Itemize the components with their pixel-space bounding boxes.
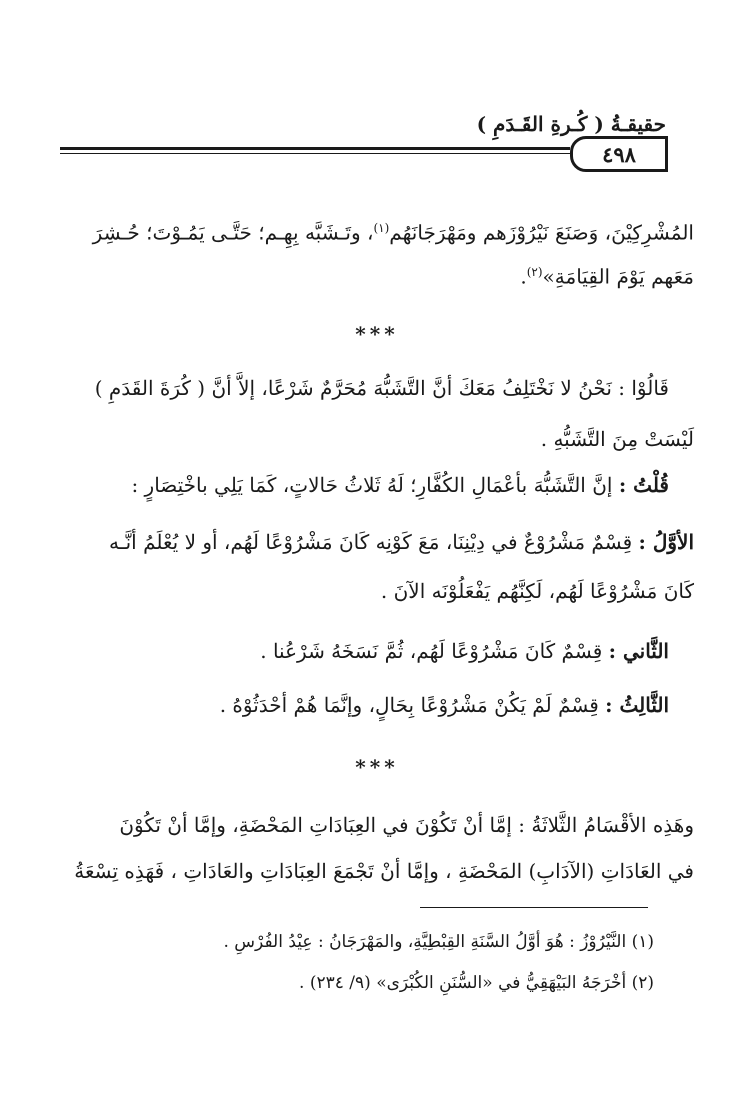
text-line-11: في العَادَاتِ (الآدَابِ) المَحْضَةِ ، وإمَّا أنْ تَجْمَعَ العِبَادَاتِ والعَادَاتِ ، فَهَذِه تِسْعَةُ bbox=[74, 859, 694, 883]
footnote-rule bbox=[420, 907, 648, 908]
section-separator: *** bbox=[355, 755, 399, 779]
text-line-3: قَالُوْا : نَحْنُ لا نَخْتَلِفُ مَعَكَ أنَّ التَّشَبُّهَ مُحَرَّمٌ شَرْعًا، إلاَّ أنَّ ( كُرَةَ القَدَمِ ) bbox=[94, 376, 669, 400]
footnote-1: (١) النَّيْرُوْزُ : هُوَ أوَّلُ السَّنَةِ القِبْطِيَّةِ، والمَهْرَجَانُ : عِيْدُ الفُرْسِ . bbox=[223, 932, 654, 952]
footnote-2: (٢) أخْرَجَهُ البَيْهَقِيُّ في «السُّنَنِ الكُبْرَى» (٩/ ٢٣٤) . bbox=[299, 973, 654, 993]
text-line-1-part2: ، وتَـشَبَّه بِهِـم؛ حَتَّـى يَمُـوْتَ؛ حُـشِرَ bbox=[92, 220, 374, 245]
text-line-9 bbox=[54, 690, 669, 720]
text-line-5-lead: قُلْتُ : bbox=[618, 473, 669, 497]
text-line-2-part2: . bbox=[520, 264, 527, 289]
page-number: ٤٩٨ bbox=[570, 136, 668, 172]
footnote-ref-1[interactable]: (١) bbox=[373, 221, 390, 235]
text-line-7: كَانَ مَشْرُوْعًا لَهُم، لَكِنَّهُم يَفْعَلُوْنَه الآنَ . bbox=[380, 579, 694, 603]
text-line-10: وهَذِه الأقْسَامُ الثَّلاثَةُ : إمَّا أنْ تَكُوْنَ في العِبَادَاتِ المَحْضَةِ، وإمَّا أنْ تَكُوْنَ bbox=[119, 813, 694, 837]
text-line-8 bbox=[54, 636, 669, 666]
text-line-5-body: إنَّ التَّشَبُّهَ بأعْمَالِ الكُفَّارِ؛ لَهُ ثَلاثُ حَالاتٍ، كَمَا يَلِي باخْتِصَارٍ : bbox=[131, 473, 613, 497]
header-rule bbox=[60, 147, 570, 154]
footnote-ref-2[interactable]: (٢) bbox=[526, 265, 543, 279]
section-separator: *** bbox=[355, 322, 399, 346]
text-line-6-lead: الأوَّلُ : bbox=[638, 530, 694, 554]
text-line-1 bbox=[54, 213, 694, 248]
text-line-1-part1: المُشْرِكِيْنَ، وَصَنَعَ نَيْرُوْزَهم ومَهْرَجَانَهُم bbox=[389, 220, 694, 245]
text-line-9-body: قِسْمٌ لَمْ يَكُنْ مَشْرُوْعًا بِحَالٍ، وإنَّمَا هُمْ أحْدَثُوْهُ . bbox=[219, 693, 599, 717]
text-line-5 bbox=[54, 470, 669, 500]
text-line-6-body: قِسْمٌ مَشْرُوْعٌ في دِيْنِنَا، مَعَ كَوْنِه كَانَ مَشْرُوْعًا لَهُم، أو لا يُعْلَمُ أنَّـه bbox=[109, 530, 633, 554]
text-line-9-lead: الثَّالِثُ : bbox=[605, 693, 669, 717]
text-line-8-lead: الثَّاني : bbox=[608, 639, 669, 663]
text-line-6 bbox=[54, 527, 694, 557]
text-line-2-part1: مَعَهم يَوْمَ القِيَامَةِ» bbox=[542, 264, 694, 289]
running-title: حقيقـةُ ( كُـرةِ القَـدَمِ ) bbox=[476, 112, 666, 136]
text-line-8-body: قِسْمٌ كَانَ مَشْرُوْعًا لَهُم، ثُمَّ نَسَخَهُ شَرْعُنا . bbox=[260, 639, 603, 663]
text-line-4: لَيْسَتْ مِنَ التَّشَبُّهِ . bbox=[540, 427, 694, 451]
text-line-2 bbox=[54, 257, 694, 292]
